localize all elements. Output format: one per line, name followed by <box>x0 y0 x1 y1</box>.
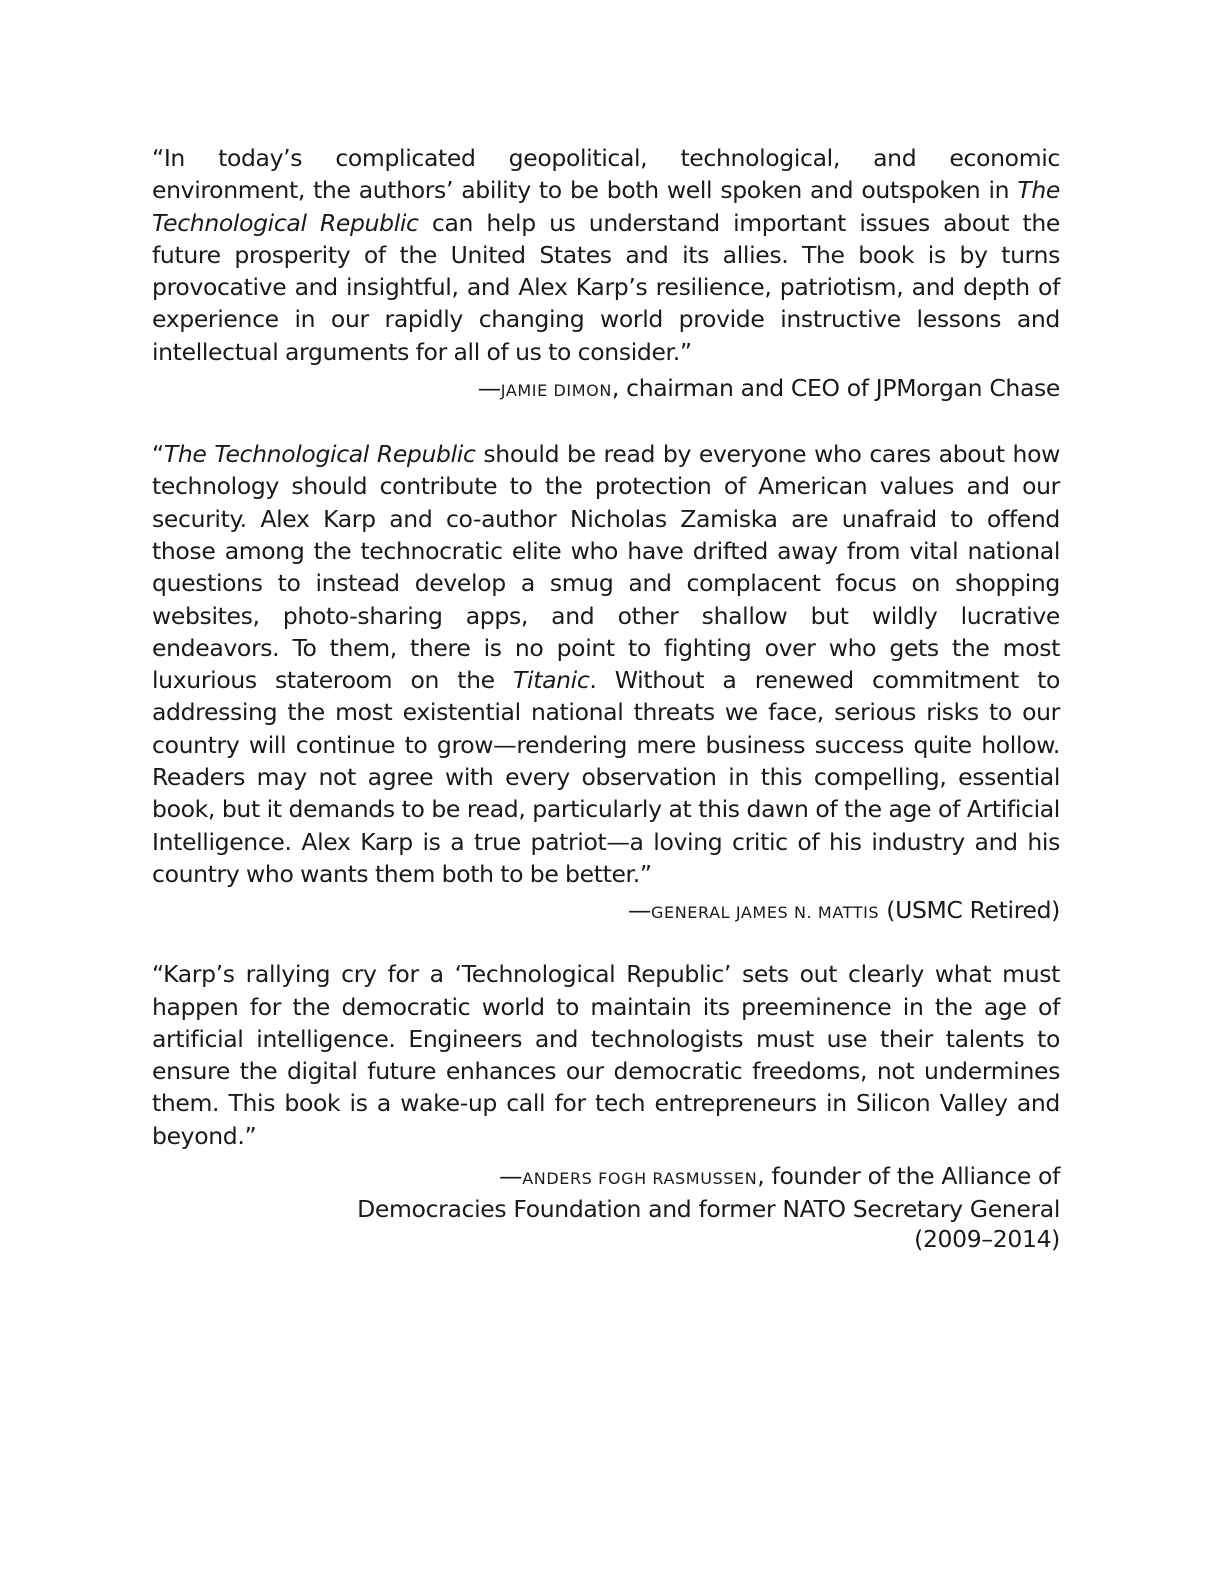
testimonial-quote-mattis <box>152 438 1060 890</box>
attribution-line-2: Democracies Foundation and former NATO Secretary General <box>357 1195 1060 1224</box>
attribution-dash: — <box>477 374 501 403</box>
attribution-title: , founder of the Alliance of <box>757 1162 1060 1191</box>
quote-text: “Karp’s rallying cry for a ‘Technological Republic’ sets out clearly what must happen for the democratic world to maintain its preeminence in the age of artificial intelligence. Engineers and technologists must use their talents to ensure the digital future enhances our democratic freedoms, not undermines them. This book is a wake-up call for tech entrepreneurs in Silicon Valley and beyond.” <box>152 960 1060 1150</box>
quote-text: “In today’s complicated geopolitical, technological, and economic environment, the authors’ ability to be both well spoken and outspoken in <box>152 144 1060 205</box>
book-title: The Technological Republic <box>163 440 476 469</box>
quote-text: . Without a renewed commitment to addressing the most existential national threats we face, serious risks to our country will continue to grow—rendering mere business success quite hollow. Readers may not agree with every observation in this compelling, essential book, but it demands to be read, particularly at this dawn of the age of Artificial Intelligence. Alex Karp is a true patriot—a loving critic of his industry and his country who wants them both to be better.” <box>152 666 1060 888</box>
testimonial-quote-rasmussen <box>152 958 1060 1152</box>
attribution-title: (USMC Retired) <box>879 896 1060 925</box>
testimonial-quote-dimon <box>152 142 1060 368</box>
attribution-mattis <box>152 895 1060 928</box>
attribution-line-1 <box>152 1161 1060 1194</box>
ship-title: Titanic <box>513 666 590 695</box>
attribution-name: JAMIE DIMON <box>500 381 612 401</box>
quote-text: should be read by everyone who cares about how technology should contribute to the protection of American values and our security. Alex Karp and co-author Nicholas Zamiska are unafraid to offend those among the technocratic elite who have drifted away from vital national questions to instead develop a smug and complacent focus on shopping websites, photo-sharing apps, and other shallow but wildly lucrative endeavors. To them, there is no point to fighting over who gets the most luxurious stateroom on the <box>152 440 1060 695</box>
book-title: The Technological Republic <box>152 176 1060 237</box>
quote-text: “ <box>152 440 164 469</box>
attribution-dimon <box>152 373 1060 406</box>
attribution-dash: — <box>499 1162 523 1191</box>
attribution-rasmussen <box>152 1161 1060 1254</box>
attribution-name: ANDERS FOGH RASMUSSEN <box>522 1169 758 1189</box>
attribution-line-3: (2009–2014) <box>914 1225 1060 1254</box>
attribution-dash: — <box>627 896 652 925</box>
quote-text: can help us understand important issues about the future prosperity of the United States and its allies. The book is by turns provocative and insightful, and Alex Karp’s resilience, patriotism, and depth of experience in our rapidly changing world provide instructive lessons and intellectual arguments for all of us to consider.” <box>152 208 1060 366</box>
attribution-name: GENERAL JAMES N. MATTIS <box>651 903 880 923</box>
blurb-page <box>152 142 1060 1254</box>
attribution-title: , chairman and CEO of JPMorgan Chase <box>611 374 1060 403</box>
